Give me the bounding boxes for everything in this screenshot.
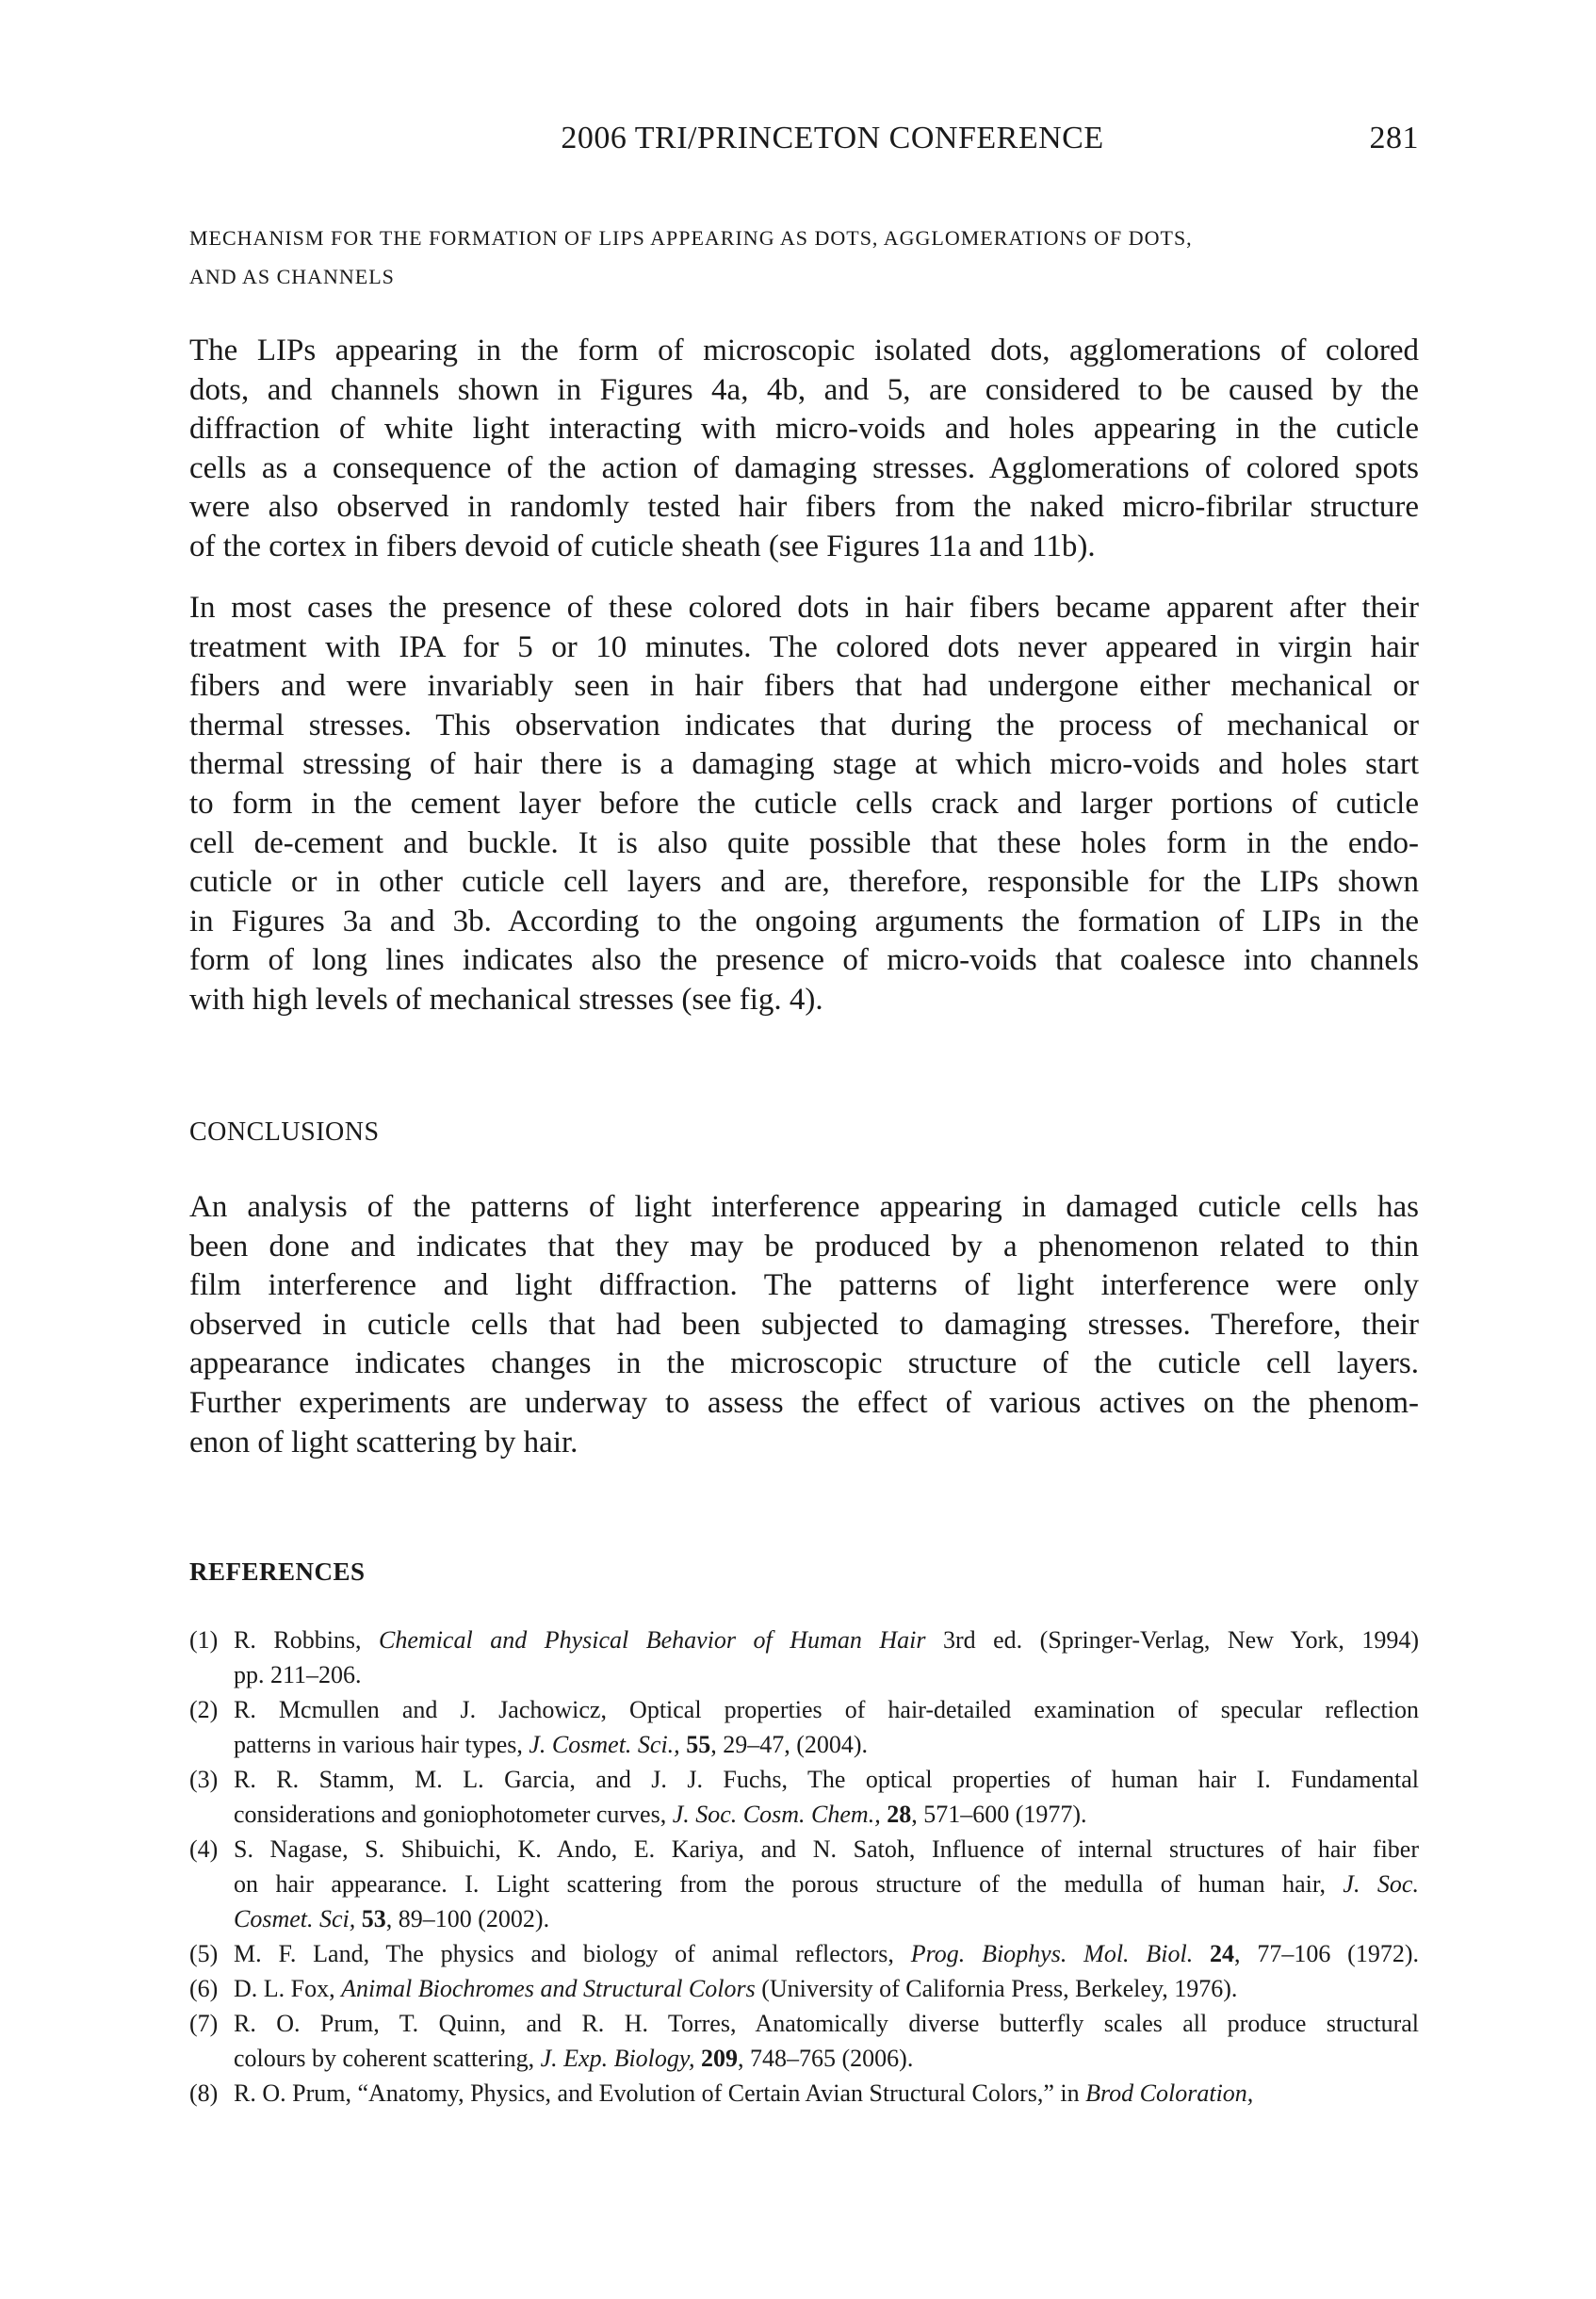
reference-italic-text: J. Soc. — [1343, 1870, 1419, 1898]
reference-italic-text: J. Exp. Biology, — [540, 2045, 695, 2072]
reference-item — [189, 1622, 1419, 1692]
reference-number: (3) — [189, 1766, 219, 1793]
text-line: observed in cuticle cells that had been subjected to damaging stresses. Therefore, their — [189, 1307, 1419, 1342]
running-header — [189, 121, 1419, 156]
reference-text: considerations and goniophotometer curves, — [234, 1801, 673, 1828]
reference-number: (8) — [189, 2079, 219, 2107]
text-line: Further experiments are underway to assess the effect of various actives on the phenom- — [189, 1385, 1419, 1420]
text-line: dots, and channels shown in Figures 4a, 4b, and 5, are considered to be caused by the — [189, 372, 1419, 407]
text-line: treatment with IPA for 5 or 10 minutes. The colored dots never appeared in virgin hair — [189, 629, 1419, 664]
subheading-line: MECHANISM FOR THE FORMATION OF LIPS APPEARING AS DOTS, AGGLOMERATIONS OF DOTS, — [189, 226, 1193, 250]
reference-item — [189, 2076, 1419, 2111]
reference-italic-text: Cosmet. Sci, — [234, 1905, 356, 1932]
reference-volume: 53 — [361, 1905, 386, 1932]
reference-text: 3rd ed. (Springer-Verlag, New York, 1994) — [925, 1626, 1419, 1654]
references-heading: REFERENCES — [189, 1557, 366, 1586]
text-line: form of long lines indicates also the presence of micro-voids that coalesce into channels — [189, 943, 1419, 978]
reference-volume: 28 — [887, 1801, 912, 1828]
text-line: been done and indicates that they may be produced by a phenomenon related to thin — [189, 1229, 1419, 1264]
text-line: film interference and light diffraction. The patterns of light interference were only — [189, 1268, 1419, 1303]
text-line: in Figures 3a and 3b. According to the ongoing arguments the formation of LIPs in the — [189, 904, 1419, 938]
reference-text: patterns in various hair types, — [234, 1731, 529, 1758]
reference-line — [234, 1797, 1419, 1832]
conclusions-paragraph — [189, 1188, 1419, 1462]
conclusions-heading: CONCLUSIONS — [189, 1117, 380, 1147]
text-line: of the cortex in fibers devoid of cuticle sheath (see Figures 11a and 11b). — [189, 529, 1096, 563]
reference-text: D. L. Fox, — [234, 1975, 342, 2002]
reference-line — [234, 1622, 1419, 1657]
reference-line — [234, 1867, 1419, 1901]
text-line: thermal stressing of hair there is a damaging stage at which micro-voids and holes start — [189, 747, 1419, 782]
text-line: cells as a consequence of the action of damaging stresses. Agglomerations of colored spots — [189, 450, 1419, 485]
reference-italic-text: Animal Biochromes and Structural Colors — [341, 1975, 756, 2002]
reference-line — [234, 1832, 1419, 1867]
reference-item — [189, 1692, 1419, 1762]
text-line: diffraction of white light interacting with micro-voids and holes appearing in the cuticle — [189, 412, 1419, 447]
reference-number: (6) — [189, 1975, 219, 2002]
reference-text: R. O. Prum, T. Quinn, and R. H. Torres, Anatomically diverse butterfly scales all produce structural — [234, 2010, 1419, 2037]
reference-text: (University of California Press, Berkeley, 1976). — [755, 1975, 1238, 2002]
reference-line — [234, 1971, 1419, 2006]
reference-text: R. Robbins, — [234, 1626, 380, 1654]
reference-number: (4) — [189, 1835, 219, 1863]
reference-list — [189, 1622, 1419, 2111]
reference-volume: 24 — [1210, 1940, 1235, 1967]
reference-line — [234, 1762, 1419, 1797]
reference-italic-text: Brod Coloration, — [1085, 2079, 1254, 2107]
reference-text: on hair appearance. I. Light scattering from the porous structure of the medulla of human hair, — [234, 1870, 1344, 1898]
text-line: with high levels of mechanical stresses (see fig. 4). — [189, 982, 823, 1017]
text-line: cell de-cement and buckle. It is also quite possible that these holes form in the endo- — [189, 825, 1419, 860]
reference-item — [189, 1971, 1419, 2006]
page-number: 281 — [1369, 121, 1419, 155]
section-subheading — [189, 219, 1193, 296]
reference-line — [234, 1901, 1419, 1936]
reference-number: (5) — [189, 1940, 219, 1967]
reference-volume: 55 — [686, 1731, 711, 1758]
reference-volume: 209 — [701, 2045, 739, 2072]
reference-line — [234, 1692, 1419, 1727]
reference-italic-text: Prog. Biophys. Mol. Biol. — [910, 1940, 1194, 1967]
reference-text: , 748–765 (2006). — [738, 2045, 914, 2072]
journal-title: 2006 TRI/PRINCETON CONFERENCE — [561, 121, 1104, 155]
reference-item — [189, 2006, 1419, 2076]
reference-line — [234, 2006, 1419, 2041]
reference-line — [234, 1657, 1419, 1692]
text-line: cuticle or in other cuticle cell layers and are, therefore, responsible for the LIPs shown — [189, 865, 1419, 900]
body-paragraph — [189, 332, 1419, 567]
reference-text: R. Mcmullen and J. Jachowicz, Optical properties of hair-detailed examination of specular reflection — [234, 1696, 1419, 1723]
reference-text: , 89–100 (2002). — [385, 1905, 550, 1932]
reference-italic-text: J. Soc. Cosm. Chem., — [672, 1801, 881, 1828]
text-line: enon of light scattering by hair. — [189, 1425, 578, 1459]
text-line: to form in the cement layer before the cuticle cells crack and larger portions of cuticle — [189, 786, 1419, 821]
reference-line — [234, 1936, 1419, 1971]
reference-item — [189, 1762, 1419, 1832]
text-line: thermal stresses. This observation indicates that during the process of mechanical or — [189, 708, 1419, 742]
reference-item — [189, 1936, 1419, 1971]
reference-text — [1193, 1940, 1210, 1967]
subheading-line: AND AS CHANNELS — [189, 265, 395, 288]
reference-text: , 571–600 (1977). — [911, 1801, 1087, 1828]
text-line: In most cases the presence of these colored dots in hair fibers became apparent after their — [189, 591, 1419, 625]
reference-text: R. O. Prum, “Anatomy, Physics, and Evolution of Certain Avian Structural Colors,” in — [234, 2079, 1086, 2107]
reference-text: , 77–106 (1972). — [1234, 1940, 1419, 1967]
reference-text: pp. 211–206. — [234, 1661, 362, 1688]
text-line: An analysis of the patterns of light interference appearing in damaged cuticle cells has — [189, 1190, 1419, 1224]
reference-text: , 29–47, (2004). — [710, 1731, 869, 1758]
reference-text: colours by coherent scattering, — [234, 2045, 541, 2072]
reference-number: (7) — [189, 2010, 219, 2037]
text-line: appearance indicates changes in the microscopic structure of the cuticle cell layers. — [189, 1346, 1419, 1381]
reference-line — [234, 2076, 1419, 2111]
reference-text: S. Nagase, S. Shibuichi, K. Ando, E. Kariya, and N. Satoh, Influence of internal structures of hair fiber — [234, 1835, 1419, 1863]
reference-number: (2) — [189, 1696, 219, 1723]
text-line: were also observed in randomly tested hair fibers from the naked micro-fibrilar structure — [189, 490, 1419, 525]
reference-text: M. F. Land, The physics and biology of animal reflectors, — [234, 1940, 911, 1967]
text-line: The LIPs appearing in the form of microscopic isolated dots, agglomerations of colored — [189, 334, 1419, 367]
reference-text: R. R. Stamm, M. L. Garcia, and J. J. Fuchs, The optical properties of human hair I. Fundamental — [234, 1766, 1419, 1793]
reference-line — [234, 1727, 1419, 1762]
reference-italic-text: J. Cosmet. Sci., — [529, 1731, 680, 1758]
reference-line — [234, 2041, 1419, 2076]
body-paragraph — [189, 589, 1419, 1020]
text-line: fibers and were invariably seen in hair fibers that had undergone either mechanical or — [189, 669, 1419, 704]
reference-italic-text: Chemical and Physical Behavior of Human Hair — [379, 1626, 926, 1654]
reference-item — [189, 1832, 1419, 1936]
reference-number: (1) — [189, 1626, 219, 1654]
